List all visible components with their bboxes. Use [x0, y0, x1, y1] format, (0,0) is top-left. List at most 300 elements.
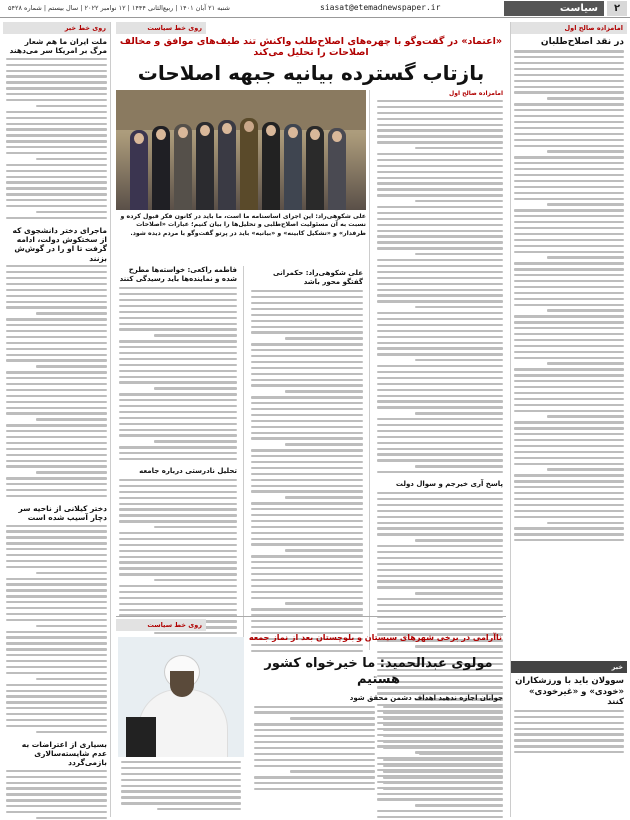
text-line — [377, 135, 503, 137]
site-email[interactable]: siasat@etemadnewspaper.ir — [320, 3, 441, 12]
text-line — [377, 188, 503, 190]
text-line — [6, 631, 107, 633]
text-line — [254, 776, 375, 778]
text-line — [121, 802, 241, 804]
text-line — [119, 311, 237, 313]
text-line — [154, 579, 237, 581]
text-line — [514, 716, 624, 718]
text-line — [514, 198, 624, 200]
text-line — [6, 770, 107, 772]
text-line — [119, 328, 237, 330]
left-headline-1: ملت ایران ما هم شعار مرگ بر امریکا سر می‌دهند — [9, 37, 107, 56]
text-line — [383, 765, 504, 767]
text-line — [514, 722, 624, 724]
text-line — [119, 567, 237, 569]
text-line — [514, 410, 624, 412]
text-line — [377, 212, 503, 214]
text-line — [251, 490, 363, 492]
right-bottom-body — [511, 710, 627, 754]
text-line — [251, 555, 363, 557]
text-line — [514, 86, 624, 88]
text-line — [514, 103, 624, 105]
text-line — [514, 56, 624, 58]
text-line — [514, 174, 624, 176]
text-line — [514, 115, 624, 117]
text-line — [377, 106, 503, 108]
main-section-label: روی خط سیاست — [116, 22, 206, 34]
text-line — [36, 471, 107, 473]
text-line — [119, 381, 237, 383]
text-line — [154, 440, 237, 442]
text-line — [514, 510, 624, 512]
text-line — [377, 241, 503, 243]
text-line — [377, 580, 503, 582]
column-divider — [243, 266, 244, 650]
text-line — [514, 91, 624, 93]
bottom-story-text — [251, 653, 506, 794]
text-line — [251, 502, 363, 504]
text-line — [383, 735, 504, 737]
text-line — [514, 156, 624, 158]
text-line — [6, 636, 107, 638]
text-line — [377, 283, 503, 285]
text-line — [6, 117, 107, 119]
text-line — [383, 788, 504, 790]
text-line — [6, 560, 107, 562]
text-line — [119, 556, 237, 558]
text-line — [514, 286, 624, 288]
text-line — [6, 407, 107, 409]
text-line — [251, 414, 363, 416]
text-line — [377, 100, 503, 102]
text-line — [285, 390, 363, 392]
text-line — [285, 496, 363, 498]
text-line — [514, 457, 624, 459]
text-line — [251, 396, 363, 398]
text-line — [377, 118, 503, 120]
left-headline-4: بسیاری از اعتراضات به عدم شایسته‌سالاری بازمی‌گردد — [21, 739, 107, 768]
text-line — [121, 773, 241, 775]
text-line — [36, 731, 107, 733]
text-line — [119, 479, 237, 481]
text-line — [6, 787, 107, 789]
text-line — [377, 289, 503, 291]
text-line — [514, 745, 624, 747]
text-line — [377, 557, 503, 559]
text-line — [377, 586, 503, 588]
text-line — [251, 379, 363, 381]
text-line — [6, 424, 107, 426]
text-line — [6, 701, 107, 703]
text-line — [6, 58, 107, 60]
text-line — [6, 460, 107, 462]
text-line — [514, 274, 624, 276]
main-subhead-4: پاسخ آری خیرجم و سوال دولت — [395, 480, 503, 488]
text-line — [251, 455, 363, 457]
text-line — [251, 367, 363, 369]
text-line — [377, 271, 503, 273]
left-headline-2: ماجرای دختر دانشجوی که از سختکوش دولت، ادامه گرفت تا او را در گوش‌ش بزنند — [12, 225, 107, 263]
left-body-1 — [3, 58, 110, 219]
text-line — [377, 159, 503, 161]
text-line — [36, 211, 107, 213]
text-line — [251, 408, 363, 410]
text-line — [514, 80, 624, 82]
text-line — [377, 400, 503, 402]
text-line — [6, 140, 107, 142]
text-line — [514, 239, 624, 241]
main-kicker: «اعتماد» در گفت‌وگو با چهره‌های اصلاح‌طلب واکنش تند طیف‌های موافق و مخالف اصلاحات را تحلیل می‌کند — [119, 36, 503, 58]
text-line — [377, 171, 503, 173]
text-line — [6, 465, 107, 467]
text-line — [377, 522, 503, 524]
main-story — [116, 22, 506, 652]
text-line — [119, 429, 237, 431]
text-line — [514, 62, 624, 64]
text-line — [377, 471, 503, 473]
text-line — [6, 87, 107, 89]
text-line — [119, 532, 237, 534]
text-line — [251, 355, 363, 357]
text-line — [514, 539, 624, 541]
text-line — [6, 436, 107, 438]
text-line — [6, 654, 107, 656]
text-line — [6, 164, 107, 166]
text-line — [6, 277, 107, 279]
text-line — [514, 145, 624, 147]
text-line — [514, 398, 624, 400]
text-line — [254, 735, 375, 737]
text-line — [119, 561, 237, 563]
text-line — [377, 371, 503, 373]
text-line — [119, 603, 237, 605]
text-line — [6, 412, 107, 414]
text-line — [6, 336, 107, 338]
text-line — [6, 306, 107, 308]
text-line — [6, 324, 107, 326]
text-line — [377, 406, 503, 408]
text-line — [119, 358, 237, 360]
text-line — [6, 642, 107, 644]
text-line — [547, 415, 624, 417]
text-line — [6, 389, 107, 391]
text-line — [6, 64, 107, 66]
text-line — [514, 50, 624, 52]
text-line — [6, 477, 107, 479]
text-line — [377, 436, 503, 438]
text-line — [251, 420, 363, 422]
text-line — [377, 527, 503, 529]
text-line — [251, 296, 363, 298]
main-subcolumn-left — [116, 266, 240, 656]
text-line — [251, 402, 363, 404]
text-line — [251, 349, 363, 351]
text-line — [415, 592, 503, 594]
text-line — [377, 153, 503, 155]
main-byline: امامزاده صالح اول — [449, 90, 503, 97]
text-line — [254, 706, 375, 708]
text-line — [547, 468, 624, 470]
text-line — [377, 377, 503, 379]
text-line — [254, 759, 375, 761]
text-line — [377, 124, 503, 126]
text-line — [377, 265, 503, 267]
text-line — [6, 793, 107, 795]
text-line — [377, 598, 503, 600]
text-line — [6, 70, 107, 72]
left-column-label: روی خط خبر — [3, 22, 110, 34]
text-line — [251, 543, 363, 545]
text-line — [290, 717, 374, 719]
text-line — [119, 346, 237, 348]
text-line — [251, 579, 363, 581]
text-line — [415, 412, 503, 414]
text-line — [254, 711, 375, 713]
text-line — [377, 459, 503, 461]
text-line — [6, 81, 107, 83]
text-line — [6, 383, 107, 385]
text-line — [6, 123, 107, 125]
text-line — [514, 710, 624, 712]
text-line — [377, 545, 503, 547]
text-line — [254, 747, 375, 749]
text-line — [36, 625, 107, 627]
text-line — [119, 287, 237, 289]
text-line — [514, 251, 624, 253]
text-line — [251, 326, 363, 328]
bottom-headline: مولوی عبدالحمید: ما خیرخواه کشور هستیم — [264, 656, 493, 688]
text-line — [6, 401, 107, 403]
main-mid-body — [248, 290, 366, 652]
text-line — [6, 448, 107, 450]
text-line — [251, 514, 363, 516]
text-line — [6, 554, 107, 556]
text-line — [377, 498, 503, 500]
text-line — [119, 370, 237, 372]
text-line — [251, 461, 363, 463]
text-line — [514, 221, 624, 223]
text-line — [6, 495, 107, 497]
text-line — [6, 782, 107, 784]
text-line — [6, 566, 107, 568]
text-line — [514, 180, 624, 182]
text-line — [377, 218, 503, 220]
text-line — [547, 203, 624, 205]
text-line — [6, 111, 107, 113]
text-line — [514, 433, 624, 435]
bottom-section-label: روی خط سیاست — [116, 619, 206, 631]
text-line — [119, 452, 237, 454]
left-column — [3, 22, 111, 817]
text-line — [6, 295, 107, 297]
text-line — [119, 609, 237, 611]
text-line — [6, 583, 107, 585]
text-line — [514, 133, 624, 135]
text-line — [383, 729, 504, 731]
text-line — [377, 569, 503, 571]
text-line — [6, 289, 107, 291]
text-line — [377, 247, 503, 249]
text-line — [514, 404, 624, 406]
text-line — [251, 538, 363, 540]
text-line — [6, 601, 107, 603]
text-line — [119, 405, 237, 407]
text-line — [377, 347, 503, 349]
text-line — [514, 227, 624, 229]
text-line — [254, 723, 375, 725]
text-line — [251, 561, 363, 563]
page-header — [0, 0, 630, 18]
text-line — [514, 262, 624, 264]
text-line — [377, 259, 503, 261]
text-line — [6, 176, 107, 178]
text-line — [6, 359, 107, 361]
photo-caption: علی شکوهی‌راد: این اجرای اساسنامه ما است، ما باید در کانون فکر قبول کرده و نسبت به آن مسئولیت اصلاح‌طلبی و تحلیل‌ها را بیان کنیم؛ عبارات «اصلاحات طرفدار» و «تشکیل کابینه» و «بیانیه» باید در پرتو گفت‌وگو با مردم دیده شود. — [120, 213, 366, 237]
main-left-body — [116, 287, 240, 460]
text-line — [251, 426, 363, 428]
text-line — [514, 486, 624, 488]
text-line — [119, 293, 237, 295]
text-line — [377, 442, 503, 444]
text-line — [254, 765, 375, 767]
text-line — [6, 283, 107, 285]
text-line — [119, 491, 237, 493]
text-line — [121, 785, 241, 787]
text-line — [377, 129, 503, 131]
text-line — [514, 245, 624, 247]
text-line — [119, 340, 237, 342]
text-line — [514, 527, 624, 529]
cleric-photo — [118, 637, 244, 757]
text-line — [6, 348, 107, 350]
text-line — [36, 572, 107, 574]
text-line — [383, 782, 504, 784]
right-bottom-headline: سوولان باید با ورزشکاران «خودی» و «غیرخودی» کنند — [515, 676, 624, 708]
text-line — [6, 542, 107, 544]
text-line — [119, 485, 237, 487]
text-line — [377, 395, 503, 397]
text-line — [514, 374, 624, 376]
main-headline: بازتاب گسترده بیانیه جبهه اصلاحات — [137, 61, 485, 85]
text-line — [6, 354, 107, 356]
text-line — [254, 788, 375, 790]
text-line — [119, 508, 237, 510]
text-line — [6, 187, 107, 189]
group-photo — [116, 90, 366, 210]
text-line — [6, 619, 107, 621]
text-line — [119, 434, 237, 436]
text-line — [285, 602, 363, 604]
text-line — [119, 323, 237, 325]
text-line — [251, 608, 363, 610]
text-line — [514, 427, 624, 429]
text-line — [514, 321, 624, 323]
dateline: شنبه ۲۱ آبان ۱۴۰۱ | ربیع‌الثانی ۱۴۴۴ | ۱۲ نوامبر ۲۰۲۲ | سال بیستم | شماره ۵۴۲۸ — [8, 4, 230, 12]
text-line — [377, 324, 503, 326]
text-line — [514, 498, 624, 500]
text-line — [6, 271, 107, 273]
text-line — [547, 362, 624, 364]
text-line — [251, 473, 363, 475]
text-line — [6, 613, 107, 615]
text-line — [419, 753, 503, 755]
text-line — [154, 334, 237, 336]
text-line — [514, 386, 624, 388]
text-line — [251, 290, 363, 292]
text-line — [383, 711, 504, 713]
text-line — [6, 799, 107, 801]
text-line — [377, 353, 503, 355]
text-line — [6, 489, 107, 491]
text-line — [6, 648, 107, 650]
text-line — [377, 563, 503, 565]
text-line — [514, 451, 624, 453]
text-line — [547, 256, 624, 258]
text-line — [547, 97, 624, 99]
text-line — [377, 277, 503, 279]
text-line — [6, 672, 107, 674]
text-line — [36, 105, 107, 107]
text-line — [377, 342, 503, 344]
text-line — [377, 551, 503, 553]
text-line — [119, 305, 237, 307]
text-line — [514, 445, 624, 447]
text-line — [6, 93, 107, 95]
text-line — [6, 99, 107, 101]
text-line — [514, 492, 624, 494]
text-line — [377, 294, 503, 296]
text-line — [6, 75, 107, 77]
text-line — [6, 301, 107, 303]
text-line — [6, 690, 107, 692]
text-line — [251, 384, 363, 386]
text-line — [6, 205, 107, 207]
left-body-3 — [3, 525, 110, 733]
text-line — [377, 448, 503, 450]
text-line — [6, 146, 107, 148]
text-line — [6, 776, 107, 778]
text-line — [383, 723, 504, 725]
text-line — [514, 233, 624, 235]
text-line — [377, 492, 503, 494]
text-line — [119, 591, 237, 593]
column-divider — [369, 90, 370, 650]
text-line — [514, 357, 624, 359]
left-body-2 — [3, 265, 110, 497]
text-line — [377, 604, 503, 606]
text-line — [6, 525, 107, 527]
text-line — [6, 660, 107, 662]
text-line — [119, 497, 237, 499]
text-line — [415, 465, 503, 467]
text-line — [6, 371, 107, 373]
text-line — [6, 811, 107, 813]
text-line — [377, 112, 503, 114]
text-line — [6, 713, 107, 715]
text-line — [514, 268, 624, 270]
text-line — [6, 217, 107, 219]
text-line — [254, 782, 375, 784]
text-line — [119, 299, 237, 301]
text-line — [251, 597, 363, 599]
text-line — [383, 741, 504, 743]
text-line — [6, 595, 107, 597]
text-line — [377, 504, 503, 506]
text-line — [514, 333, 624, 335]
text-line — [6, 430, 107, 432]
main-subhead-3: تحلیل نادرستی درباره جامعه — [139, 466, 237, 475]
text-line — [514, 339, 624, 341]
